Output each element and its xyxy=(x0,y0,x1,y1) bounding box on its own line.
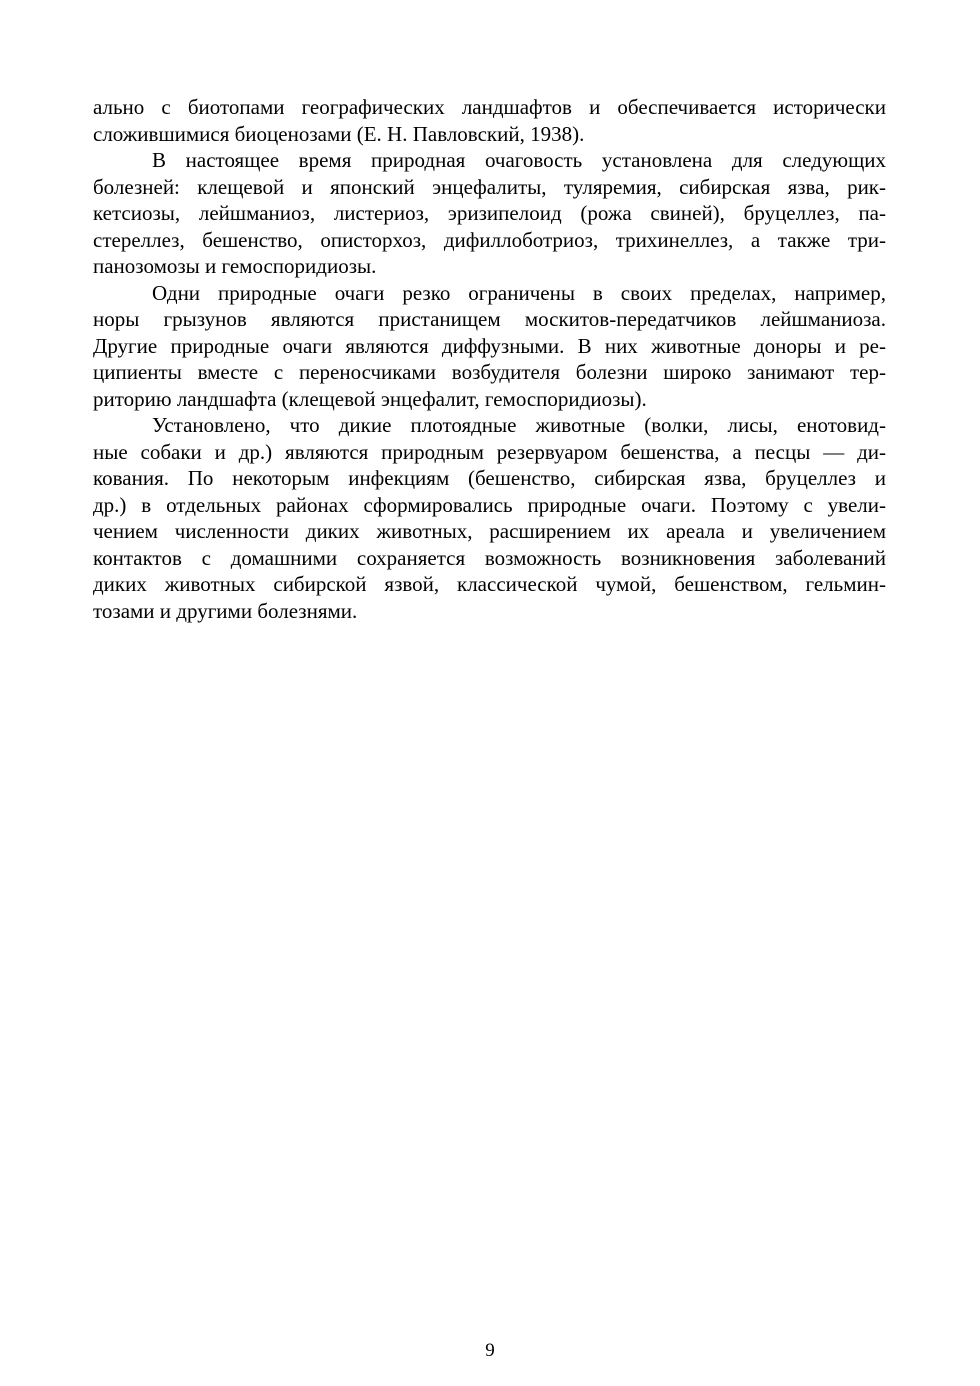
text-line: Одни природные очаги резко ограничены в своих пределах, например, xyxy=(152,280,886,305)
text-line: кетсиозы, лейшманиоз, листериоз, эризипелоид (рожа свиней), бруцеллез, па- xyxy=(93,201,886,225)
text-line: диких животных сибирской язвой, классической чумой, бешенством, гельмин- xyxy=(93,572,886,596)
text-line: ципиенты вместе с переносчиками возбудителя болезни широко занимают тер- xyxy=(93,360,886,384)
text-line: контактов с домашними сохраняется возможность возникновения заболеваний xyxy=(93,545,886,570)
body-text xyxy=(93,94,886,624)
text-line: стереллез, бешенство, описторхоз, дифиллоботриоз, трихинеллез, а также три- xyxy=(93,227,886,252)
text-line: Установлено, что дикие плотоядные животные (волки, лисы, енотовид- xyxy=(152,413,886,437)
text-line: сложившимися биоценозами (Е. Н. Павловский, 1938). xyxy=(93,121,585,146)
text-line: ные собаки и др.) являются природным резервуаром бешенства, а песцы — ди- xyxy=(93,439,886,464)
text-line: тозами и другими болезнями. xyxy=(93,598,358,623)
text-line: кования. По некоторым инфекциям (бешенство, сибирская язва, бруцеллез и xyxy=(93,466,886,490)
text-line: риторию ландшафта (клещевой энцефалит, гемоспоридиозы). xyxy=(93,386,647,411)
text-line: болезней: клещевой и японский энцефалиты, туляремия, сибирская язва, рик- xyxy=(93,174,886,199)
text-line: панозомозы и гемоспоридиозы. xyxy=(93,254,377,278)
text-line: норы грызунов являются пристанищем москитов-передатчиков лейшманиоза. xyxy=(93,307,886,331)
text-line: ально с биотопами географических ландшафтов и обеспечивается исторически xyxy=(93,95,886,119)
page-number: 9 xyxy=(485,1340,495,1361)
text-line: Другие природные очаги являются диффузными. В них животные доноры и ре- xyxy=(93,333,886,358)
text-line: В настоящее время природная очаговость установлена для следующих xyxy=(152,148,886,172)
text-line: др.) в отдельных районах сформировались природные очаги. Поэтому с увели- xyxy=(93,492,886,517)
text-line: чением численности диких животных, расширением их ареала и увеличением xyxy=(93,519,886,543)
